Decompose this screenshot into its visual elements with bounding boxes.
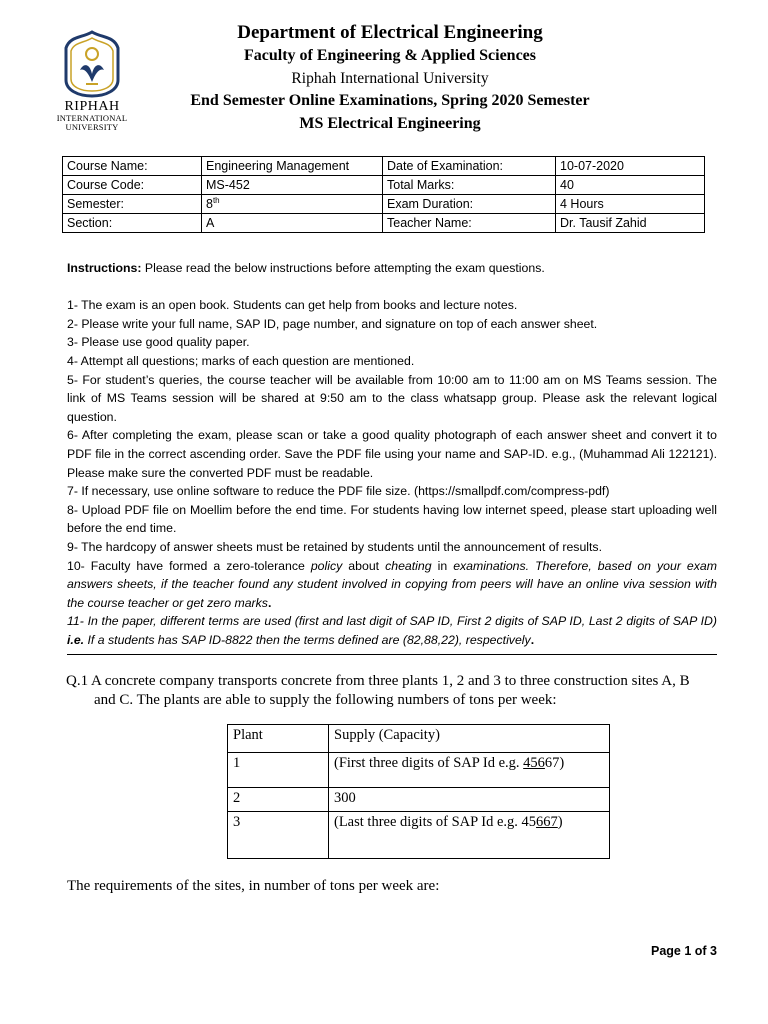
plant-3-supply xyxy=(329,812,610,859)
faculty-title: Faculty of Engineering & Applied Sciences xyxy=(244,47,536,64)
semester-label: Semester: xyxy=(63,195,202,214)
table-row xyxy=(228,753,610,788)
course-name-value: Engineering Management xyxy=(202,157,383,176)
plant-2: 2 xyxy=(228,788,329,812)
table-row xyxy=(63,195,705,214)
supply-underlined: 456 xyxy=(523,755,545,771)
department-title: Department of Electrical Engineering xyxy=(237,22,543,43)
exam-duration-label: Exam Duration: xyxy=(383,195,556,214)
semester-suffix: th xyxy=(212,195,220,205)
total-marks-label: Total Marks: xyxy=(383,176,556,195)
course-code-value: MS-452 xyxy=(202,176,383,195)
university-name: Riphah International University xyxy=(291,70,489,87)
logo-sub-international: INTERNATIONAL xyxy=(56,113,128,123)
instruction-9: 9- The hardcopy of answer sheets must be retained by students until the announcement of results. xyxy=(67,539,602,554)
plant-1-supply xyxy=(329,753,610,788)
plant-2-supply: 300 xyxy=(329,788,610,812)
instruction-11-ie: i.e. xyxy=(67,632,85,647)
plant-3: 3 xyxy=(228,812,329,859)
instruction-10-period: . xyxy=(267,595,272,610)
instruction-10-policy: policy xyxy=(310,558,343,573)
instruction-11-part: 11- In the paper, different terms are used (first and last digit of SAP ID, First 2 digits of SAP ID, Last 2 digits of SAP ID) xyxy=(67,614,717,629)
question-1-line-1: Q.1 A concrete company transports concrete from three plants 1, 2 and 3 to three construction sites A, B xyxy=(66,673,690,689)
exam-duration-value: 4 Hours xyxy=(556,195,705,214)
supply-text: ) xyxy=(557,814,563,830)
supply-text: 67) xyxy=(544,755,565,771)
riphah-emblem-icon xyxy=(60,30,124,98)
question-1 xyxy=(66,672,706,710)
exam-date-value: 10-07-2020 xyxy=(556,157,705,176)
supply-text: (First three digits of SAP Id e.g. xyxy=(334,755,524,771)
supply-header: Supply (Capacity) xyxy=(329,725,610,753)
supply-underlined: 667 xyxy=(536,814,558,830)
instructions-heading: Instructions: xyxy=(67,261,142,275)
section-value: A xyxy=(202,214,383,233)
university-logo xyxy=(52,30,132,160)
logo-name: RIPHAH xyxy=(64,99,120,114)
question-1-line-2: and C. The plants are able to supply the following numbers of tons per week: xyxy=(94,692,557,708)
instruction-8: 8- Upload PDF file on Moellim before the end time. For students having low internet speed, please start uploading well before the end time. xyxy=(67,502,717,536)
page-current: 1 xyxy=(684,944,692,958)
semester-number: 8 xyxy=(206,197,213,211)
page-of: of xyxy=(691,944,711,958)
instructions-intro xyxy=(67,259,717,278)
plant-supply-table xyxy=(227,724,610,859)
course-name-label: Course Name: xyxy=(63,157,202,176)
table-row xyxy=(63,214,705,233)
page-total: 3 xyxy=(710,944,717,958)
total-marks-value: 40 xyxy=(556,176,705,195)
instructions-intro-text: Please read the below instructions before attempting the exam questions. xyxy=(141,261,545,275)
instruction-10-cheating: cheating xyxy=(385,558,432,573)
instruction-3: 3- Please use good quality paper. xyxy=(67,335,250,350)
instruction-2: 2- Please write your full name, SAP ID, page number, and signature on top of each answer sheet. xyxy=(67,316,598,331)
table-row xyxy=(63,157,705,176)
supply-text: (Last three digits of SAP Id e.g. 45 xyxy=(334,814,537,830)
instruction-11-part: If a students has SAP ID-8822 then the terms defined are (82,88,22), respectively xyxy=(84,632,531,647)
instruction-10-part: 10- Faculty have formed a zero-tolerance xyxy=(67,558,311,573)
instruction-7: 7- If necessary, use online software to reduce the PDF file size. (https://smallpdf.com/compress-pdf) xyxy=(67,484,610,499)
table-row xyxy=(228,725,610,753)
instruction-10-italic: examinations. Therefore, based on your exam answers sheets, if the teacher found any student involved in copying from peers will have an online viva session with the course teacher or get zero marks xyxy=(67,558,718,610)
instruction-6: 6- After completing the exam, please scan or take a good quality photograph of each answer sheet and convert it to PDF file in the correct ascending order. Save the PDF file using your name and SAP-ID. e.g., (Muhammad Ali 122121). Please make sure the converted PDF must be readable. xyxy=(67,428,717,480)
teacher-label: Teacher Name: xyxy=(383,214,556,233)
semester-value xyxy=(202,195,383,214)
instruction-10-part: about xyxy=(342,558,386,573)
teacher-value: Dr. Tausif Zahid xyxy=(556,214,705,233)
table-row xyxy=(228,788,610,812)
course-info-table xyxy=(62,156,705,233)
logo-sub-university: UNIVERSITY xyxy=(65,122,119,132)
course-code-label: Course Code: xyxy=(63,176,202,195)
instruction-5: 5- For student’s queries, the course teacher will be available from 10:00 am to 11:00 am on MS Teams session. The link of MS Teams session will be shared at 9:50 am to the class whatsapp group. Please ask the relevant logical question. xyxy=(67,372,717,424)
instruction-11 xyxy=(67,612,717,649)
section-divider xyxy=(67,654,717,655)
instruction-10-part: in xyxy=(431,558,454,573)
page-number xyxy=(651,944,717,958)
instruction-4: 4- Attempt all questions; marks of each question are mentioned. xyxy=(67,353,415,368)
section-label: Section: xyxy=(63,214,202,233)
instructions-block xyxy=(67,259,717,649)
program-title: MS Electrical Engineering xyxy=(299,115,481,132)
page-label: Page xyxy=(650,944,685,958)
instruction-11-period: . xyxy=(530,632,535,647)
instruction-10 xyxy=(67,557,717,613)
exam-title: End Semester Online Examinations, Spring 2020 Semester xyxy=(190,92,590,109)
instruction-1: 1- The exam is an open book. Students can get help from books and lecture notes. xyxy=(67,298,518,313)
requirements-text: The requirements of the sites, in number of tons per week are: xyxy=(67,878,440,894)
table-row xyxy=(63,176,705,195)
plant-header: Plant xyxy=(228,725,329,753)
table-row xyxy=(228,812,610,859)
exam-date-label: Date of Examination: xyxy=(383,157,556,176)
plant-1: 1 xyxy=(228,753,329,788)
